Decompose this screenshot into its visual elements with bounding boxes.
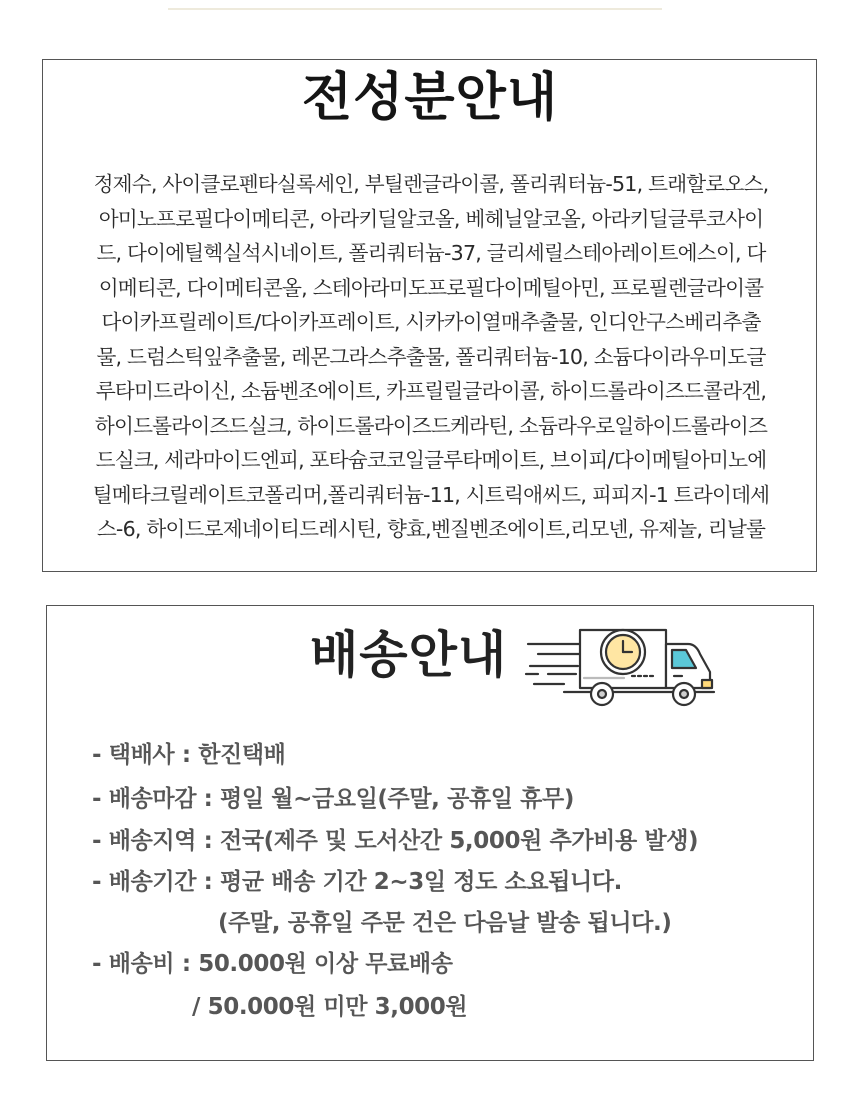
top-divider [168,8,662,10]
ingredients-line: 틸메타크릴레이트코폴리머,폴리쿼터늄-11, 시트릭애씨드, 피피지-1 트라이데세 [92,482,770,507]
shipping-fee: - 배송비 : 50.000원 이상 무료배송 [92,951,453,977]
ingredients-title: 전성분안내 [301,68,559,128]
ingredients-line: 하이드롤라이즈드실크, 하이드롤라이즈드케라틴, 소듐라우로일하이드롤라이즈 [94,413,768,438]
ingredients-text [56,167,806,547]
ingredients-line: 스-6, 하이드로제네이티드레시틴, 향효,벤질벤조에이트,리모넨, 유제놀, 리날룰 [96,517,766,541]
shipping-fee-note: / 50.000원 미만 3,000원 [192,994,468,1020]
ingredients-line: 물, 드럼스틱잎추출물, 레몬그라스추출물, 폴리쿼터늄-10, 소듐다이라우미도글 [96,344,766,369]
ingredients-line: 정제수, 사이클로펜타실록세인, 부틸렌글라이콜, 폴리쿼터늄-51, 트래할로오스, [93,172,769,196]
ingredients-line: 아미노프로필다이메티콘, 아라키딜알코올, 베헤닐알코올, 아라키딜글루코사이 [98,206,764,231]
shipping-region: - 배송지역 : 전국(제주 및 도서산간 5,000원 추가비용 발생) [92,828,699,854]
shipping-period-note: (주말, 공휴일 주문 건은 다음날 발송 됩니다.) [218,910,672,936]
ingredients-line: 드실크, 세라마이드엔피, 포타슘코코일글루타메이트, 브이피/다이메틸아미노에 [95,448,767,472]
delivery-truck-clock-icon [524,622,720,708]
shipping-cutoff: - 배송마감 : 평일 월~금요일(주말, 공휴일 휴무) [92,786,574,812]
ingredients-line: 이메티콘, 다이메티콘올, 스테아라미도프로필다이메틸아민, 프로필렌글라이콜 [98,275,764,300]
ingredients-line: 드, 다이에틸헥실석시네이트, 폴리쿼터늄-37, 글리세릴스테아레이트에스이, 다 [96,241,766,265]
ingredients-line: 루타미드라이신, 소듐벤조에이트, 카프릴릴글라이콜, 하이드롤라이즈드콜라겐, [95,379,767,403]
shipping-period: - 배송기간 : 평균 배송 기간 2~3일 정도 소요됩니다. [92,869,622,895]
shipping-title: 배송안내 [310,626,508,684]
ingredients-line: 다이카프릴레이트/다이카프레이트, 시카카이열매추출물, 인디안구스베리추출 [101,310,761,334]
shipping-carrier: - 택배사 : 한진택배 [92,742,286,768]
